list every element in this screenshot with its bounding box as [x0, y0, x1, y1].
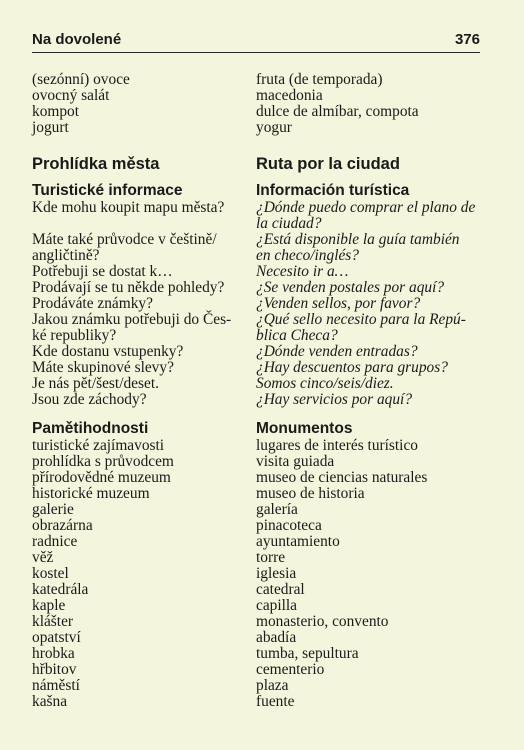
list-item: ayuntamiento: [256, 533, 340, 550]
list-item: abadía: [256, 629, 297, 646]
list-item: museo de historia: [256, 485, 365, 502]
tourist-info-list-cz: [32, 200, 254, 408]
section-title-es: Ruta por la ciudad: [256, 155, 400, 173]
czech-column: [32, 72, 254, 710]
list-item: dulce de almíbar, compota: [256, 103, 419, 120]
subsection-title-sights-cz: Pamětihodnosti: [32, 420, 149, 437]
list-item: museo de ciencias naturales: [256, 469, 428, 486]
sights-list-es: [256, 438, 488, 710]
phrase: ¿Está disponible la guía también: [256, 231, 460, 248]
list-item: ovocný salát: [32, 87, 110, 104]
subsection-title-sights-es: Monumentos: [256, 420, 353, 437]
phrase: Máte také průvodce v češtině/: [32, 231, 217, 248]
list-item: prohlídka s průvodcem: [32, 453, 174, 470]
sights-list-cz: [32, 438, 254, 710]
phrase: ¿Qué sello necesito para la Repú-: [256, 311, 466, 328]
phrase: Kde mohu koupit mapu města?: [32, 199, 225, 216]
list-item: kaple: [32, 597, 66, 614]
phrase: Necesito ir a…: [256, 263, 349, 280]
list-item: iglesia: [256, 565, 297, 582]
spanish-column: [256, 72, 488, 710]
phrase: Prodávají se tu někde pohledy?: [32, 279, 225, 296]
list-item: turistické zajímavosti: [32, 437, 165, 454]
list-item: galería: [256, 501, 298, 518]
list-item: torre: [256, 549, 286, 566]
list-item: radnice: [32, 533, 78, 550]
page-header: [32, 28, 480, 53]
phrase: Potřebuji se dostat k…: [32, 263, 173, 280]
list-item: hřbitov: [32, 661, 77, 678]
list-item: (sezónní) ovoce: [32, 71, 130, 88]
list-item: věž: [32, 549, 54, 566]
phrase: ¿Venden sellos, por favor?: [256, 295, 421, 312]
phrase: ¿Se venden postales por aquí?: [256, 279, 445, 296]
list-item: jogurt: [32, 119, 69, 136]
food-list-cz: [32, 72, 254, 136]
list-item: lugares de interés turístico: [256, 437, 418, 454]
food-list-es: [256, 72, 488, 136]
list-item: plaza: [256, 677, 289, 694]
list-item: kostel: [32, 565, 69, 582]
list-item: cementerio: [256, 661, 325, 678]
subsection-title-tourist-info-cz: Turistické informace: [32, 182, 183, 199]
list-item: obrazárna: [32, 517, 93, 534]
phrase: Jakou známku potřebuji do Čes-: [32, 311, 232, 328]
list-item: kašna: [32, 693, 68, 710]
phrase: Jsou zde záchody?: [32, 391, 147, 408]
list-item: přírodovědné muzeum: [32, 469, 171, 486]
phrase: Je nás pět/šest/deset.: [32, 375, 159, 392]
phrase: la ciudad?: [256, 215, 322, 232]
phrase: ¿Dónde venden entradas?: [256, 343, 418, 360]
phrase-spacer: [32, 216, 254, 232]
tourist-info-list-es: [256, 200, 488, 408]
phrase: ¿Hay descuentos para grupos?: [256, 359, 448, 376]
phrase: Máte skupinové slevy?: [32, 359, 174, 376]
subsection-title-tourist-info-es: Información turística: [256, 182, 410, 199]
page-number: 376: [454, 31, 480, 48]
phrase: en checo/inglés?: [256, 247, 359, 264]
phrase: ké republiky?: [32, 327, 117, 344]
list-item: catedral: [256, 581, 305, 598]
list-item: monasterio, convento: [256, 613, 389, 630]
list-item: capilla: [256, 597, 298, 614]
list-item: tumba, sepultura: [256, 645, 359, 662]
list-item: galerie: [32, 501, 74, 518]
phrase: ¿Dónde puedo comprar el plano de: [256, 199, 476, 216]
phrase: Somos cinco/seis/diez.: [256, 375, 394, 392]
list-item: kompot: [32, 103, 80, 120]
list-item: fruta (de temporada): [256, 71, 383, 88]
list-item: pinacoteca: [256, 517, 322, 534]
phrase: Kde dostanu vstupenky?: [32, 343, 184, 360]
list-item: hrobka: [32, 645, 75, 662]
list-item: visita guiada: [256, 453, 335, 470]
list-item: náměstí: [32, 677, 80, 694]
phrase: Prodáváte známky?: [32, 295, 153, 312]
list-item: klášter: [32, 613, 74, 630]
phrase: ¿Hay servicios por aquí?: [256, 391, 413, 408]
phrase: blica Checa?: [256, 327, 338, 344]
list-item: yogur: [256, 119, 292, 136]
list-item: historické muzeum: [32, 485, 150, 502]
list-item: macedonia: [256, 87, 323, 104]
phrase: angličtině?: [32, 247, 100, 264]
list-item: opatství: [32, 629, 81, 646]
chapter-title: Na dovolené: [32, 31, 122, 48]
section-title-cz: Prohlídka města: [32, 155, 160, 173]
list-item: fuente: [256, 693, 295, 710]
list-item: katedrála: [32, 581, 89, 598]
